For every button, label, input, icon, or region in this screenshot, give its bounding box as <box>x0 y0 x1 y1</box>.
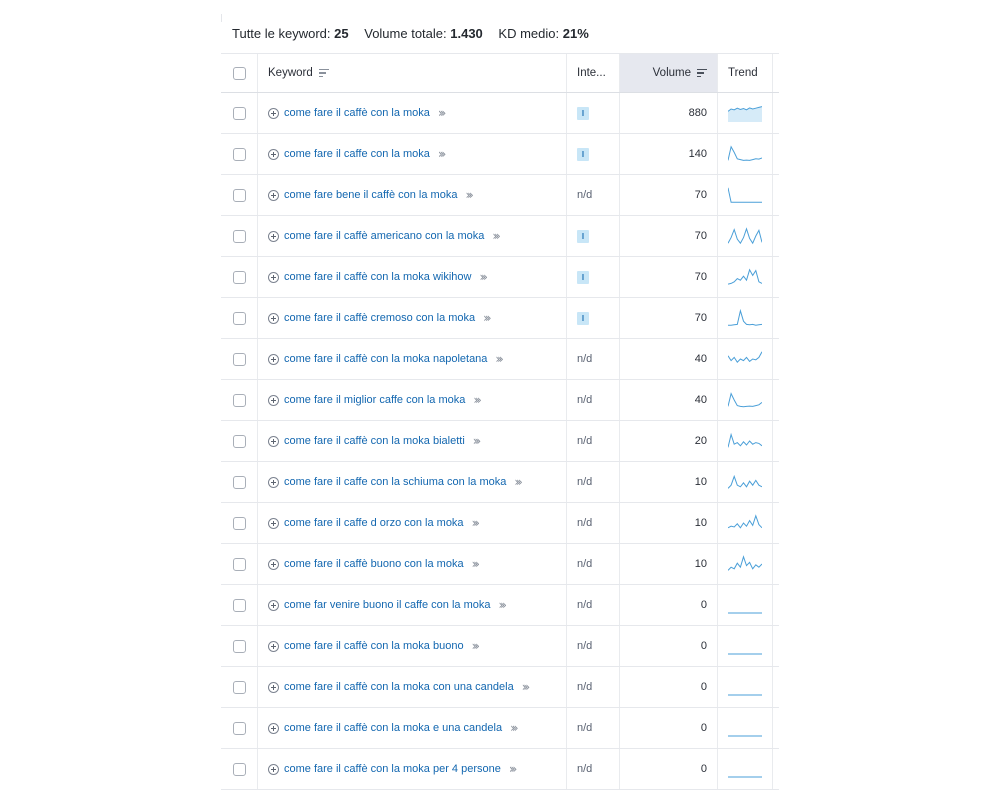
table-row[interactable] <box>221 93 779 134</box>
volume-cell <box>619 257 717 297</box>
keyword-link[interactable]: come fare il caffè con la moka wikihow <box>284 271 472 283</box>
keyword-table <box>221 53 779 790</box>
row-more-cell <box>772 544 779 584</box>
trend-sparkline <box>728 719 762 737</box>
column-header-more <box>772 54 779 92</box>
keyword-cell <box>257 503 566 543</box>
volume-value: 10 <box>694 517 707 529</box>
intent-na: n/d <box>577 681 593 693</box>
trend-sparkline <box>728 350 762 368</box>
row-checkbox[interactable] <box>233 681 246 694</box>
add-to-list-icon[interactable] <box>268 313 279 324</box>
row-checkbox-cell <box>221 585 257 625</box>
volume-value: 40 <box>694 353 707 365</box>
keyword-link[interactable]: come fare il caffè con la moka per 4 persone <box>284 763 501 775</box>
trend-cell <box>717 708 772 748</box>
chevrons-right-icon[interactable]: ››› <box>473 393 479 407</box>
row-more-cell <box>772 626 779 666</box>
trend-cell <box>717 134 772 174</box>
row-checkbox-cell <box>221 462 257 502</box>
row-checkbox-cell <box>221 93 257 133</box>
row-more-cell <box>772 339 779 379</box>
row-checkbox[interactable] <box>233 476 246 489</box>
chevrons-right-icon[interactable]: ››› <box>508 762 515 776</box>
trend-cell <box>717 216 772 256</box>
row-checkbox[interactable] <box>233 763 246 776</box>
intent-cell <box>566 544 619 584</box>
volume-cell <box>619 216 717 256</box>
summary-kd: KD medio: 21% <box>498 26 589 41</box>
row-checkbox-cell <box>221 380 257 420</box>
intent-cell <box>566 585 619 625</box>
intent-cell <box>566 503 619 543</box>
trend-sparkline <box>728 514 762 532</box>
chevrons-right-icon[interactable]: ››› <box>437 106 444 120</box>
row-checkbox[interactable] <box>233 271 246 284</box>
row-checkbox-cell <box>221 339 257 379</box>
table-row[interactable] <box>221 175 779 216</box>
row-checkbox-cell <box>221 134 257 174</box>
volume-cell <box>619 339 717 379</box>
intent-cell <box>566 93 619 133</box>
volume-value: 10 <box>694 558 707 570</box>
intent-cell <box>566 462 619 502</box>
chevrons-right-icon[interactable]: ››› <box>521 680 528 694</box>
chevrons-right-icon[interactable]: ››› <box>483 311 489 325</box>
add-to-list-icon[interactable] <box>268 559 279 570</box>
volume-cell <box>619 544 717 584</box>
column-label-keyword: Keyword <box>268 67 313 79</box>
volume-value: 10 <box>694 476 707 488</box>
keyword-link[interactable]: come fare il caffe con la schiuma con la moka <box>284 476 507 488</box>
trend-line <box>728 557 762 571</box>
trend-cell <box>717 421 772 461</box>
keyword-cell <box>257 544 566 584</box>
volume-value: 0 <box>700 722 707 734</box>
summary-keywords: Tutte le keyword: 25 <box>232 26 349 41</box>
top-divider <box>221 14 222 22</box>
row-more-cell <box>772 667 779 707</box>
trend-line <box>728 394 762 407</box>
row-more-cell <box>772 421 779 461</box>
intent-na: n/d <box>577 476 593 488</box>
keyword-link[interactable]: come far venire buono il caffe con la moka <box>284 599 491 611</box>
add-to-list-icon[interactable] <box>268 764 279 775</box>
trend-line <box>728 229 762 243</box>
chevrons-right-icon[interactable]: ››› <box>472 434 479 448</box>
trend-sparkline <box>728 555 762 573</box>
row-checkbox[interactable] <box>233 722 246 735</box>
volume-value: 20 <box>694 435 707 447</box>
trend-sparkline <box>728 678 762 696</box>
row-checkbox[interactable] <box>233 189 246 202</box>
keyword-link[interactable]: come fare il caffè con la moka e una candela <box>284 722 503 734</box>
row-checkbox[interactable] <box>233 517 246 530</box>
intent-na: n/d <box>577 558 593 570</box>
row-checkbox-cell <box>221 421 257 461</box>
add-to-list-icon[interactable] <box>268 518 279 529</box>
volume-value: 0 <box>700 681 707 693</box>
chevrons-right-icon[interactable]: ››› <box>510 721 516 735</box>
volume-cell <box>619 175 717 215</box>
intent-badge[interactable]: I <box>577 271 589 284</box>
sort-desc-icon[interactable] <box>697 69 707 78</box>
add-to-list-icon[interactable] <box>268 231 279 242</box>
add-to-list-icon[interactable] <box>268 354 279 365</box>
intent-cell <box>566 667 619 707</box>
table-row[interactable] <box>221 257 779 298</box>
row-checkbox-cell <box>221 257 257 297</box>
row-checkbox[interactable] <box>233 148 246 161</box>
trend-cell <box>717 544 772 584</box>
add-to-list-icon[interactable] <box>268 190 279 201</box>
keyword-cell <box>257 667 566 707</box>
volume-cell <box>619 298 717 338</box>
keyword-cell <box>257 462 566 502</box>
row-checkbox[interactable] <box>233 312 246 325</box>
keyword-link[interactable]: come fare il caffè americano con la moka <box>284 230 485 242</box>
volume-cell <box>619 93 717 133</box>
row-more-cell <box>772 257 779 297</box>
volume-cell <box>619 134 717 174</box>
table-header <box>221 53 779 93</box>
keyword-cell <box>257 257 566 297</box>
row-checkbox-cell <box>221 667 257 707</box>
trend-cell <box>717 667 772 707</box>
column-header-volume[interactable] <box>619 54 717 92</box>
volume-cell <box>619 749 717 789</box>
table-row[interactable] <box>221 749 779 790</box>
chevrons-right-icon[interactable]: ››› <box>492 229 498 243</box>
intent-badge[interactable]: I <box>577 148 589 161</box>
row-checkbox[interactable] <box>233 353 246 366</box>
trend-cell <box>717 175 772 215</box>
volume-cell <box>619 503 717 543</box>
trend-cell <box>717 339 772 379</box>
intent-cell <box>566 749 619 789</box>
intent-cell <box>566 216 619 256</box>
volume-value: 0 <box>700 640 707 652</box>
intent-badge[interactable]: I <box>577 312 589 325</box>
row-more-cell <box>772 585 779 625</box>
trend-line <box>728 188 762 202</box>
volume-cell <box>619 708 717 748</box>
row-checkbox[interactable] <box>233 230 246 243</box>
intent-na: n/d <box>577 763 593 775</box>
trend-sparkline <box>728 432 762 450</box>
keyword-cell <box>257 298 566 338</box>
intent-na: n/d <box>577 394 593 406</box>
table-row[interactable] <box>221 298 779 339</box>
intent-cell <box>566 380 619 420</box>
chevrons-right-icon[interactable]: ››› <box>471 639 477 653</box>
intent-na: n/d <box>577 189 593 201</box>
chevrons-right-icon[interactable]: ››› <box>498 598 504 612</box>
row-more-cell <box>772 503 779 543</box>
chevrons-right-icon[interactable]: ››› <box>514 475 520 489</box>
table-row[interactable] <box>221 626 779 667</box>
trend-cell <box>717 380 772 420</box>
row-checkbox-cell <box>221 216 257 256</box>
keyword-cell <box>257 134 566 174</box>
trend-cell <box>717 626 772 666</box>
trend-line <box>728 476 762 488</box>
add-to-list-icon[interactable] <box>268 477 279 488</box>
intent-cell <box>566 708 619 748</box>
table-row[interactable] <box>221 585 779 626</box>
row-checkbox[interactable] <box>233 394 246 407</box>
row-checkbox[interactable] <box>233 107 246 120</box>
intent-cell <box>566 421 619 461</box>
row-more-cell <box>772 462 779 502</box>
chevrons-right-icon[interactable]: ››› <box>479 270 485 284</box>
summary-volume: Volume totale: 1.430 <box>364 26 483 41</box>
select-all-checkbox[interactable] <box>233 67 246 80</box>
row-more-cell <box>772 298 779 338</box>
row-checkbox-cell <box>221 298 257 338</box>
row-checkbox[interactable] <box>233 599 246 612</box>
keyword-cell <box>257 708 566 748</box>
chevrons-right-icon[interactable]: ››› <box>471 557 477 571</box>
intent-cell <box>566 339 619 379</box>
table-row[interactable] <box>221 667 779 708</box>
trend-line <box>728 435 762 448</box>
trend-cell <box>717 749 772 789</box>
column-header-keyword[interactable] <box>257 54 566 92</box>
keyword-cell <box>257 380 566 420</box>
intent-na: n/d <box>577 722 593 734</box>
column-label-trend: Trend <box>728 67 758 79</box>
keyword-cell <box>257 749 566 789</box>
trend-sparkline <box>728 186 762 204</box>
volume-value: 70 <box>694 230 707 242</box>
row-more-cell <box>772 380 779 420</box>
keyword-cell <box>257 175 566 215</box>
table-row[interactable] <box>221 503 779 544</box>
trend-sparkline <box>728 268 762 286</box>
volume-cell <box>619 421 717 461</box>
trend-sparkline <box>728 227 762 245</box>
row-more-cell <box>772 216 779 256</box>
header-checkbox-cell <box>221 54 257 92</box>
row-checkbox-cell <box>221 503 257 543</box>
add-to-list-icon[interactable] <box>268 723 279 734</box>
keyword-link[interactable]: come fare il caffè con la moka buono <box>284 640 464 652</box>
summary-bar <box>232 26 601 41</box>
table-row[interactable] <box>221 544 779 585</box>
trend-cell <box>717 93 772 133</box>
add-to-list-icon[interactable] <box>268 641 279 652</box>
trend-sparkline <box>728 473 762 491</box>
keyword-cell <box>257 339 566 379</box>
row-checkbox-cell <box>221 544 257 584</box>
row-checkbox-cell <box>221 749 257 789</box>
table-row[interactable] <box>221 462 779 503</box>
intent-cell <box>566 257 619 297</box>
trend-sparkline <box>728 637 762 655</box>
trend-cell <box>717 462 772 502</box>
intent-cell <box>566 298 619 338</box>
row-checkbox-cell <box>221 626 257 666</box>
keyword-cell <box>257 216 566 256</box>
keyword-cell <box>257 421 566 461</box>
row-checkbox-cell <box>221 708 257 748</box>
keyword-cell <box>257 585 566 625</box>
keyword-cell <box>257 93 566 133</box>
intent-cell <box>566 626 619 666</box>
table-body <box>221 93 779 790</box>
volume-value: 880 <box>688 107 707 119</box>
row-checkbox-cell <box>221 175 257 215</box>
table-row[interactable] <box>221 421 779 462</box>
row-more-cell <box>772 749 779 789</box>
chevrons-right-icon[interactable]: ››› <box>437 147 444 161</box>
keyword-link[interactable]: come fare il caffè cremoso con la moka <box>284 312 476 324</box>
keyword-link[interactable]: come fare il caffè con la moka con una candela <box>284 681 514 693</box>
intent-na: n/d <box>577 599 593 611</box>
trend-cell <box>717 585 772 625</box>
chevrons-right-icon[interactable]: ››› <box>471 516 477 530</box>
volume-value: 70 <box>694 189 707 201</box>
table-row[interactable] <box>221 216 779 257</box>
row-more-cell <box>772 134 779 174</box>
trend-line <box>728 516 762 528</box>
trend-sparkline <box>728 309 762 327</box>
add-to-list-icon[interactable] <box>268 395 279 406</box>
trend-line <box>728 270 762 284</box>
keyword-link[interactable]: come fare il miglior caffe con la moka <box>284 394 466 406</box>
volume-value: 40 <box>694 394 707 406</box>
volume-cell <box>619 626 717 666</box>
column-header-trend[interactable] <box>717 54 772 92</box>
trend-sparkline <box>728 760 762 778</box>
table-row[interactable] <box>221 380 779 421</box>
volume-value: 0 <box>700 599 707 611</box>
column-label-volume: Volume <box>652 67 691 79</box>
keyword-link[interactable]: come fare bene il caffè con la moka <box>284 189 458 201</box>
volume-value: 140 <box>688 148 707 160</box>
trend-cell <box>717 503 772 543</box>
volume-cell <box>619 462 717 502</box>
table-row[interactable] <box>221 339 779 380</box>
intent-badge[interactable]: I <box>577 107 589 120</box>
add-to-list-icon[interactable] <box>268 108 279 119</box>
volume-value: 70 <box>694 271 707 283</box>
keyword-link[interactable]: come fare il caffe d orzo con la moka <box>284 517 464 529</box>
keyword-link[interactable]: come fare il caffè con la moka bialetti <box>284 435 465 447</box>
keyword-cell <box>257 626 566 666</box>
trend-sparkline <box>728 391 762 409</box>
trend-cell <box>717 298 772 338</box>
intent-cell <box>566 134 619 174</box>
add-to-list-icon[interactable] <box>268 682 279 693</box>
column-label-intent: Inte... <box>577 67 606 79</box>
trend-line <box>728 352 762 362</box>
intent-na: n/d <box>577 517 593 529</box>
volume-value: 70 <box>694 312 707 324</box>
intent-na: n/d <box>577 640 593 652</box>
intent-cell <box>566 175 619 215</box>
row-checkbox[interactable] <box>233 640 246 653</box>
intent-badge[interactable]: I <box>577 230 589 243</box>
row-more-cell <box>772 175 779 215</box>
row-checkbox[interactable] <box>233 558 246 571</box>
volume-cell <box>619 380 717 420</box>
trend-cell <box>717 257 772 297</box>
table-row[interactable] <box>221 134 779 175</box>
add-to-list-icon[interactable] <box>268 149 279 160</box>
table-row[interactable] <box>221 708 779 749</box>
keyword-link[interactable]: come fare il caffè buono con la moka <box>284 558 464 570</box>
row-more-cell <box>772 93 779 133</box>
add-to-list-icon[interactable] <box>268 436 279 447</box>
trend-line <box>728 147 762 161</box>
keyword-link[interactable]: come fare il caffè con la moka napoletana <box>284 353 488 365</box>
volume-value: 0 <box>700 763 707 775</box>
chevrons-right-icon[interactable]: ››› <box>465 188 471 202</box>
chevrons-right-icon[interactable]: ››› <box>495 352 501 366</box>
add-to-list-icon[interactable] <box>268 272 279 283</box>
trend-line <box>728 311 762 325</box>
keyword-link[interactable]: come fare il caffe con la moka <box>284 148 430 160</box>
volume-cell <box>619 667 717 707</box>
row-more-cell <box>772 708 779 748</box>
intent-na: n/d <box>577 435 593 447</box>
trend-sparkline <box>728 145 762 163</box>
keyword-link[interactable]: come fare il caffè con la moka <box>284 107 430 119</box>
sort-icon[interactable] <box>319 69 329 78</box>
add-to-list-icon[interactable] <box>268 600 279 611</box>
trend-sparkline <box>728 596 762 614</box>
trend-sparkline <box>728 104 762 122</box>
intent-na: n/d <box>577 353 593 365</box>
volume-cell <box>619 585 717 625</box>
column-header-intent[interactable] <box>566 54 619 92</box>
row-checkbox[interactable] <box>233 435 246 448</box>
